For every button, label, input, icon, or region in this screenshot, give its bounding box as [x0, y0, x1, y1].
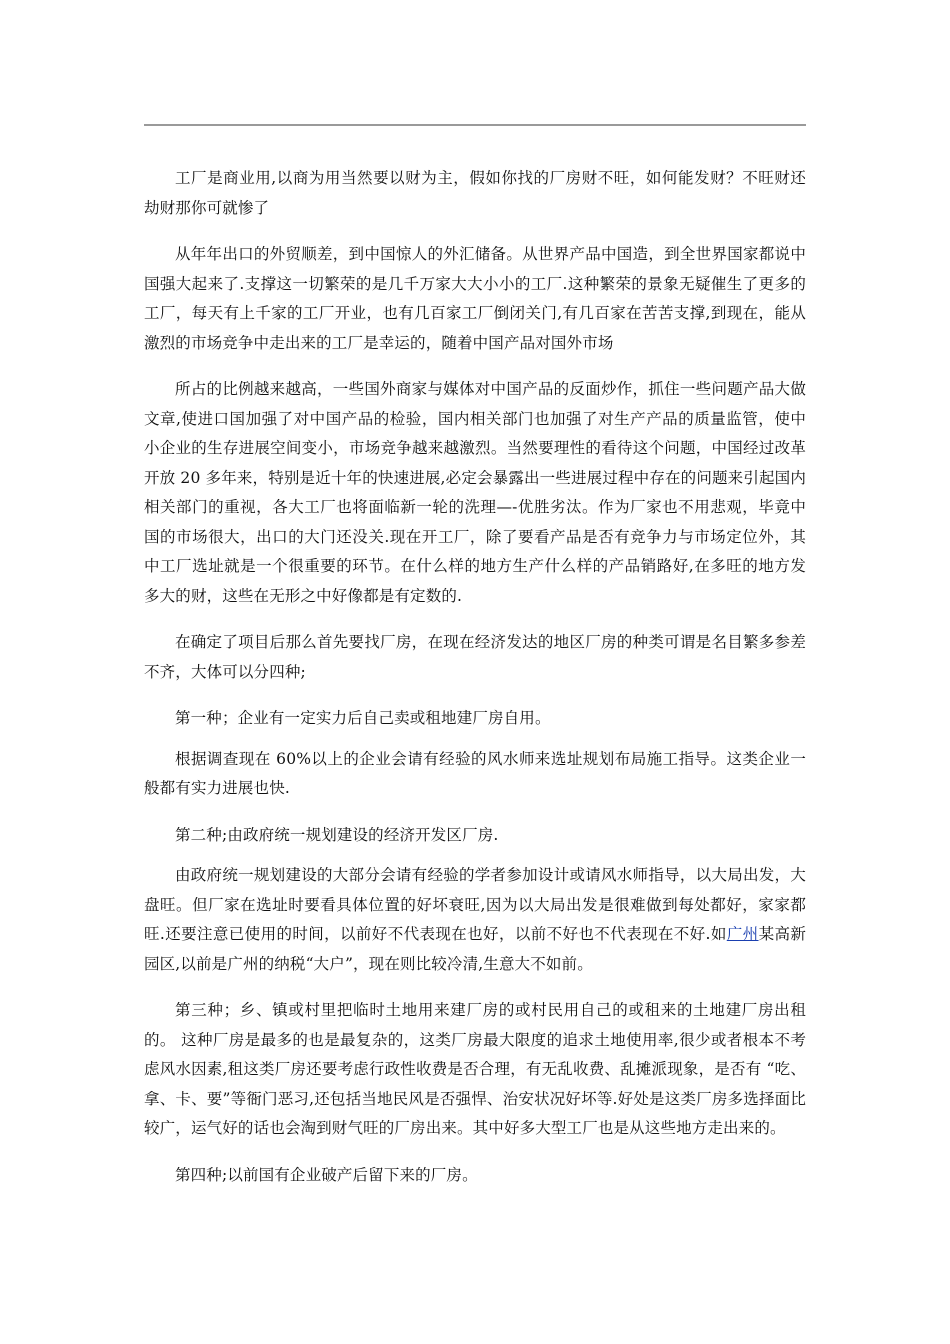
paragraph-type-three: 第三种；乡、镇或村里把临时土地用来建厂房的或村民用自己的或租来的土地建厂房出租的。 这种厂房是最多的也是最复杂的，这类厂房最大限度的追求土地使用率,很少或者根本不考虑风水因素,租这类厂房还要考虑行政性收费是否合理，有无乱收费、乱摊派现象，是否有 “吃、拿、卡、要”等衙门恶习,还包括当地民风是否强悍、治安状况好坏等.好处是这类厂房多选择面比较广，运气好的话也会淘到财气旺的厂房出来。其中好多大型工厂也是从这些地方走出来的。 [144, 1001, 806, 1137]
document-body [144, 164, 806, 1207]
paragraph-with-link [144, 861, 806, 979]
guangzhou-link[interactable]: 广州 [726, 925, 759, 943]
paragraph-text-after-link: 某高新园区,以前是广州的纳税“大户”，现在则比较冷清,生意大不如前。 [144, 925, 806, 973]
paragraph: 在确定了项目后那么首先要找厂房，在现在经济发达的地区厂房的种类可谓是名目繁多参差不齐，大体可以分四种; [144, 633, 806, 681]
paragraph: 根据调查现在 60%以上的企业会请有经验的风水师来选址规划布局施工指导。这类企业一般都有实力进展也快. [144, 749, 806, 797]
paragraph: 所占的比例越来越高，一些国外商家与媒体对中国产品的反面炒作，抓住一些问题产品大做文章,使进口国加强了对中国产品的检验，国内相关部门也加强了对生产产品的质量监管，使中小企业的生存进展空间变小，市场竞争越来越激烈。当然要理性的看待这个问题，中国经过改革开放 20 多年来，特别是近十年的快速进展,必定会暴露出一些进展过程中存在的问题来引起国内相关部门的重视，各大工厂也将面临新一轮的洗理—-优胜劣汰。作为厂家也不用悲观，毕竟中国的市场很大，出口的大门还没关.现在开工厂，除了要看产品是否有竞争力与市场定位外，其中工厂选址就是一个很重要的环节。在什么样的地方生产什么样的产品销路好,在多旺的地方发多大的财，这些在无形之中好像都是有定数的. [144, 380, 806, 605]
header-rule [144, 124, 806, 126]
paragraph-type-four: 第四种;以前国有企业破产后留下来的厂房。 [175, 1165, 478, 1184]
paragraph: 工厂是商业用,以商为用当然要以财为主，假如你找的厂房财不旺，如何能发财？不旺财还劫财那你可就惨了 [144, 169, 806, 217]
paragraph-type-two: 第二种;由政府统一规划建设的经济开发区厂房. [175, 825, 499, 844]
paragraph-text-before-link: 由政府统一规划建设的大部分会请有经验的学者参加设计或请风水师指导，以大局出发，大盘旺。但厂家在选址时要看具体位置的好坏衰旺,因为以大局出发是很难做到每处都好，家家都旺.还要注意已使用的时间，以前好不代表现在也好，以前不好也不代表现在不好.如 [144, 866, 806, 943]
paragraph: 从年年出口的外贸顺差，到中国惊人的外汇储备。从世界产品中国造，到全世界国家都说中国强大起来了.支撑这一切繁荣的是几千万家大大小小的工厂.这种繁荣的景象无疑催生了更多的工厂，每天有上千家的工厂开业，也有几百家工厂倒闭关门,有几百家在苦苦支撑,到现在，能从激烈的市场竞争中走出来的工厂是幸运的，随着中国产品对国外市场 [144, 245, 806, 352]
paragraph-type-one: 第一种；企业有一定实力后自己卖或租地建厂房自用。 [175, 709, 551, 727]
